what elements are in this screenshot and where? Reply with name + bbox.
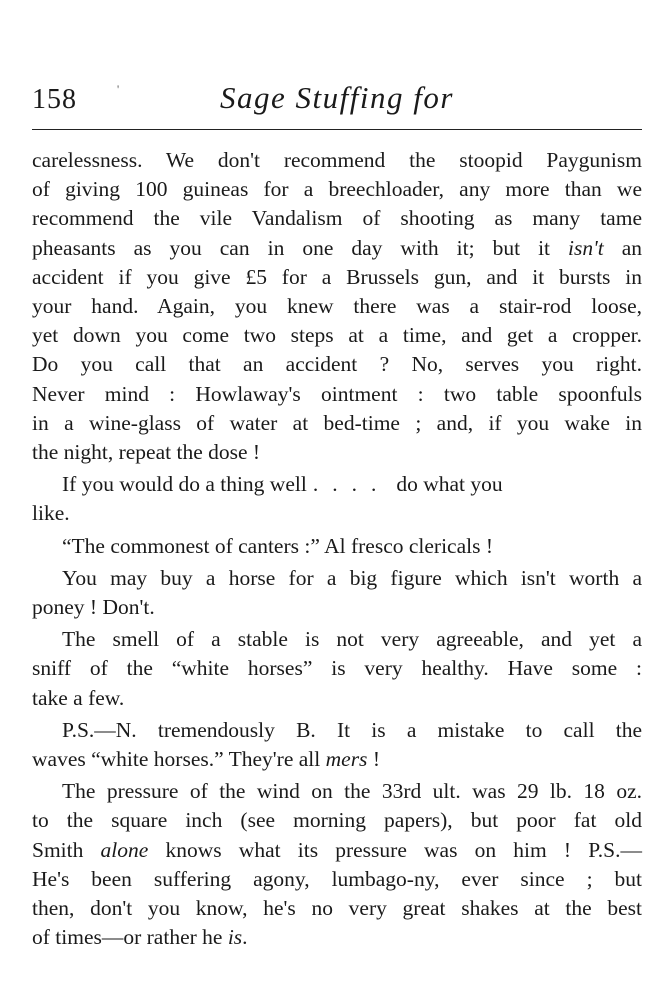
text-line: yet down you come two steps at a time, and get a cropper. — [32, 323, 642, 348]
text-line: The pressure of the wind on the 33rd ult. was 29 lb. 18 oz. — [62, 779, 642, 804]
text-line: then, don't you know, he's no very great shakes at the best — [32, 896, 642, 921]
printer-mark: ' — [117, 82, 120, 96]
text-line: “The commonest of canters :” Al fresco clericals ! — [62, 533, 494, 558]
text-line: He's been suffering agony, lumbago-ny, ever since ; but — [32, 866, 642, 891]
text-line: the night, repeat the dose ! — [32, 440, 261, 465]
text-line: pheasants as you can in one day with it; but it isn't an — [32, 235, 643, 260]
text-line: recommend the vile Vandalism of shooting as many tame — [32, 206, 642, 231]
text-line: Smith alone knows what its pressure was on him ! P.S.— — [32, 837, 642, 862]
emphasis: is — [227, 925, 243, 950]
text-line: sniff of the “white horses” is very healthy. Have some : — [32, 656, 642, 681]
text-line: If you would do a thing well .... do what you — [62, 472, 503, 497]
text-line: poney ! Don't. — [32, 595, 155, 620]
text-line: in a wine-glass of water at bed-time ; and, if you wake in — [32, 410, 642, 435]
text-line: of giving 100 guineas for a breechloader, any more than we — [32, 177, 642, 202]
text-line: You may buy a horse for a big figure which isn't worth a — [62, 565, 642, 590]
emphasis: mers — [325, 747, 368, 772]
emphasis: alone — [100, 837, 149, 862]
text-line: waves “white horses.” They're all mers ! — [32, 747, 380, 772]
text-line: like. — [32, 501, 70, 526]
ellipsis-dots: .... — [312, 472, 391, 497]
header-rule — [32, 129, 642, 130]
text-line: Never mind : Howlaway's ointment : two table spoonfuls — [32, 381, 642, 406]
text-line: P.S.—N. tremendously B. It is a mistake to call the — [62, 717, 642, 742]
text-line: carelessness. We don't recommend the stoopid Paygunism — [32, 148, 642, 172]
page-header — [32, 80, 642, 126]
text-line: Do you call that an accident ? No, serves you right. — [32, 352, 642, 377]
text-line: accident if you give £5 for a Brussels gun, and it bursts in — [32, 264, 642, 289]
page-number: 158 — [32, 84, 77, 115]
text-line: of times—or rather he is. — [32, 925, 248, 950]
text-line: The smell of a stable is not very agreeable, and yet a — [62, 627, 642, 652]
text-line: take a few. — [32, 685, 125, 710]
running-title: Sage Stuffing for — [220, 80, 454, 115]
text-line: to the square inch (see morning papers), but poor fat old — [32, 808, 642, 833]
emphasis: isn't — [568, 235, 604, 260]
text-line: your hand. Again, you knew there was a stair-rod loose, — [32, 294, 642, 319]
body-text — [32, 146, 642, 952]
